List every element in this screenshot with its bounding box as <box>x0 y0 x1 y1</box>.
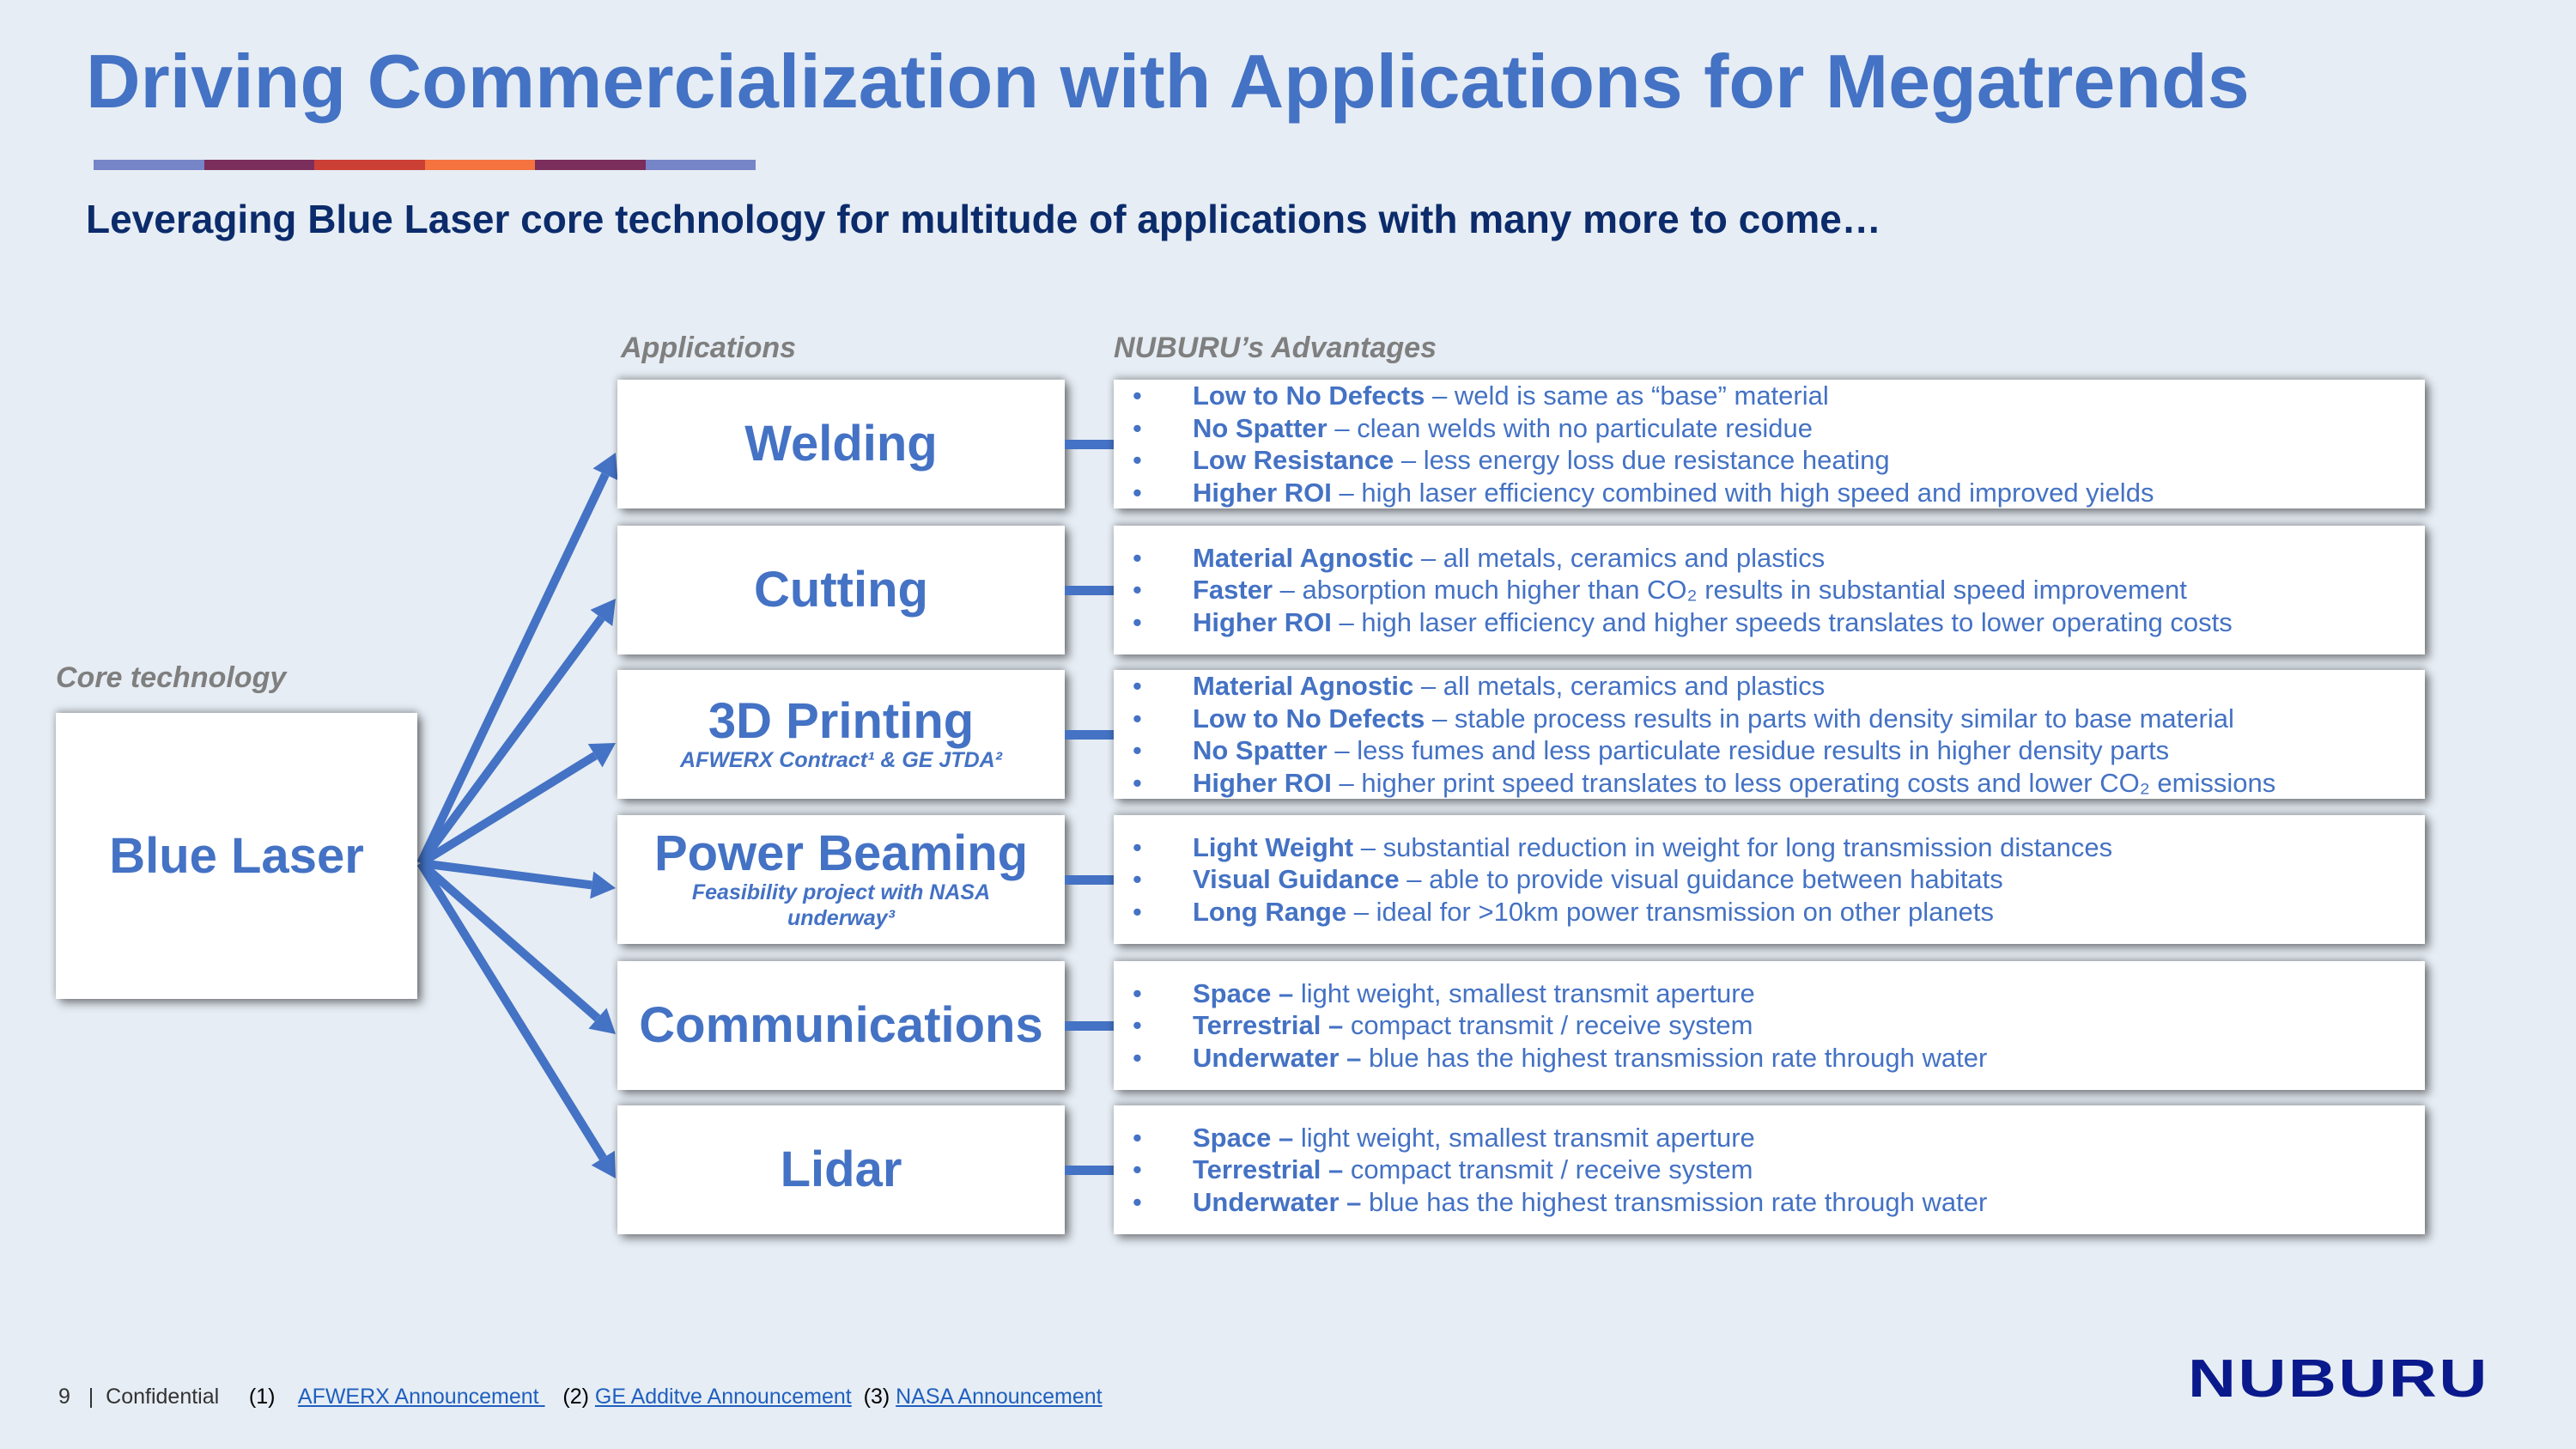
advantage-text: – absorption much higher than CO₂ results in substantial speed improvement <box>1273 575 2187 606</box>
bullet-icon: • <box>1133 671 1142 701</box>
advantage-text: – less energy loss due resistance heating <box>1394 445 1890 475</box>
connector-line <box>1065 1021 1114 1031</box>
application-name: Communications <box>639 996 1043 1053</box>
advantage-item <box>1114 703 2425 735</box>
advantage-item <box>1114 542 2425 575</box>
advantage-heading: Terrestrial – <box>1193 1010 1344 1041</box>
ref-1: (1) <box>248 1385 276 1409</box>
bullet-icon: • <box>1133 542 1142 573</box>
ref-2: (2) <box>562 1385 589 1409</box>
advantage-item <box>1114 1154 2425 1186</box>
application-communications <box>617 961 1065 1090</box>
advantage-item <box>1114 734 2425 767</box>
advantage-text: – able to provide visual guidance between habitats <box>1399 864 2003 895</box>
advantage-heading: Space – <box>1193 977 1294 1008</box>
advantage-item <box>1114 670 2425 703</box>
application-lidar <box>617 1105 1065 1234</box>
application-welding <box>617 380 1065 508</box>
advantage-text: – high laser efficiency and higher speeds translates to lower operating costs <box>1331 606 2233 637</box>
bullet-icon: • <box>1133 1010 1142 1041</box>
bullet-icon: • <box>1133 767 1142 798</box>
advantage-text: – all metals, ceramics and plastics <box>1413 542 1826 573</box>
advantage-item <box>1114 477 2425 509</box>
connector-line <box>1065 586 1114 595</box>
application-3d-printing <box>617 670 1065 799</box>
advantages-lidar <box>1114 1105 2425 1234</box>
advantage-item <box>1114 896 2425 928</box>
advantage-item <box>1114 444 2425 477</box>
arrowhead-icon <box>590 872 616 899</box>
advantages-communications <box>1114 961 2425 1090</box>
page-title: Driving Commercialization with Applications for Megatrends <box>86 39 2250 124</box>
bullet-icon: • <box>1133 703 1142 734</box>
advantage-item <box>1114 1009 2425 1042</box>
application-name: 3D Printing <box>708 692 975 749</box>
advantage-text: light weight, smallest transmit aperture <box>1293 977 1755 1008</box>
advantage-text: blue has the highest transmission rate through water <box>1361 1186 1988 1217</box>
advantage-heading: Visual Guidance <box>1193 864 1400 895</box>
connector-line <box>1065 440 1114 449</box>
advantage-heading: Higher ROI <box>1193 477 1332 508</box>
advantages-power-beaming <box>1114 815 2425 944</box>
application-power-beaming <box>617 815 1065 944</box>
advantage-item <box>1114 1122 2425 1154</box>
advantage-heading: Underwater – <box>1193 1042 1362 1073</box>
advantage-item <box>1114 1042 2425 1075</box>
advantages-welding <box>1114 380 2425 508</box>
core-technology-label: Core technology <box>56 661 287 694</box>
bullet-icon: • <box>1133 477 1142 508</box>
ref-3: (3) <box>863 1385 890 1409</box>
bullet-icon: • <box>1133 735 1142 765</box>
page-number: 9 <box>58 1385 70 1409</box>
applications-label: Applications <box>621 332 797 364</box>
advantage-item <box>1114 863 2425 896</box>
advantage-text: – stable process results in parts with density similar to base material <box>1425 703 2234 734</box>
nasa-announcement-link[interactable]: NASA Announcement <box>896 1385 1103 1409</box>
advantage-item <box>1114 767 2425 800</box>
footer <box>58 1385 1103 1409</box>
application-note: Feasibility project with NASA underway³ <box>691 880 991 931</box>
advantage-heading: Material Agnostic <box>1193 671 1414 701</box>
connector-line <box>1065 875 1114 885</box>
bullet-icon: • <box>1133 831 1142 862</box>
advantages-cutting <box>1114 526 2425 654</box>
advantage-heading: Higher ROI <box>1193 606 1332 637</box>
advantages-label: NUBURU’s Advantages <box>1114 332 1437 364</box>
advantage-heading: Terrestrial – <box>1193 1154 1344 1185</box>
advantage-heading: Low Resistance <box>1193 445 1394 475</box>
advantage-text: – clean welds with no particulate residue <box>1327 412 1813 443</box>
advantages-3d-printing <box>1114 670 2425 799</box>
advantage-text: – less fumes and less particulate residue results in higher density parts <box>1327 735 2170 765</box>
advantage-heading: Underwater – <box>1193 1186 1362 1217</box>
advantage-heading: Low to No Defects <box>1193 381 1425 411</box>
advantage-item <box>1114 977 2425 1010</box>
advantage-item <box>1114 831 2425 864</box>
advantage-text: compact transmit / receive system <box>1343 1010 1753 1041</box>
advantage-heading: Long Range <box>1193 896 1347 927</box>
advantage-heading: No Spatter <box>1193 735 1327 765</box>
advantage-item <box>1114 412 2425 445</box>
connector-line <box>1065 730 1114 740</box>
advantage-text: – ideal for >10km power transmission on other planets <box>1346 896 1994 927</box>
bullet-icon: • <box>1133 575 1142 606</box>
ge-announcement-link[interactable]: GE Additve Announcement <box>594 1385 852 1409</box>
advantage-item <box>1114 380 2425 412</box>
footer-separator: | <box>88 1385 94 1409</box>
afwerx-announcement-link[interactable]: AFWERX Announcement <box>297 1385 545 1409</box>
application-cutting <box>617 526 1065 654</box>
application-name: Welding <box>744 415 938 472</box>
advantage-text: – weld is same as “base” material <box>1425 381 1829 411</box>
confidential-label: Confidential <box>106 1385 220 1409</box>
advantage-text: – higher print speed translates to less operating costs and lower CO₂ emissions <box>1331 767 2276 798</box>
bullet-icon: • <box>1133 1122 1142 1153</box>
application-name: Cutting <box>754 561 928 618</box>
application-name: Lidar <box>780 1141 902 1197</box>
bullet-icon: • <box>1133 896 1142 927</box>
nuburu-logo: NUBURU <box>2188 1349 2489 1409</box>
advantage-text: – high laser efficiency combined with high speed and improved yields <box>1331 477 2154 508</box>
advantage-text: – all metals, ceramics and plastics <box>1413 671 1826 701</box>
advantage-heading: Higher ROI <box>1193 767 1332 798</box>
advantage-text: light weight, smallest transmit aperture <box>1293 1122 1755 1153</box>
advantage-heading: Space – <box>1193 1122 1294 1153</box>
arrow-line <box>421 863 603 1158</box>
advantage-text: blue has the highest transmission rate through water <box>1361 1042 1988 1073</box>
connector-line <box>1065 1166 1114 1175</box>
bullet-icon: • <box>1133 977 1142 1008</box>
page-subtitle: Leveraging Blue Laser core technology for multitude of applications with many more to come… <box>86 197 1881 241</box>
bullet-icon: • <box>1133 445 1142 475</box>
advantage-text: compact transmit / receive system <box>1343 1154 1753 1185</box>
advantage-heading: No Spatter <box>1193 412 1327 443</box>
bullet-icon: • <box>1133 1186 1142 1217</box>
core-technology-box: Blue Laser <box>56 713 417 999</box>
advantage-item <box>1114 606 2425 639</box>
advantage-heading: Material Agnostic <box>1193 542 1414 573</box>
bullet-icon: • <box>1133 606 1142 637</box>
advantage-text: – substantial reduction in weight for long transmission distances <box>1353 831 2113 862</box>
application-name: Power Beaming <box>653 825 1029 881</box>
bullet-icon: • <box>1133 412 1142 443</box>
advantage-item <box>1114 1186 2425 1219</box>
arrow-line <box>421 618 601 863</box>
advantage-heading: Faster <box>1193 575 1273 606</box>
advantage-heading: Light Weight <box>1193 831 1354 862</box>
bullet-icon: • <box>1133 1154 1142 1185</box>
advantage-item <box>1114 574 2425 606</box>
application-note: AFWERX Contract¹ & GE JTDA² <box>680 748 1002 773</box>
advantage-heading: Low to No Defects <box>1193 703 1425 734</box>
bullet-icon: • <box>1133 864 1142 895</box>
bullet-icon: • <box>1133 1042 1142 1073</box>
bullet-icon: • <box>1133 381 1142 411</box>
